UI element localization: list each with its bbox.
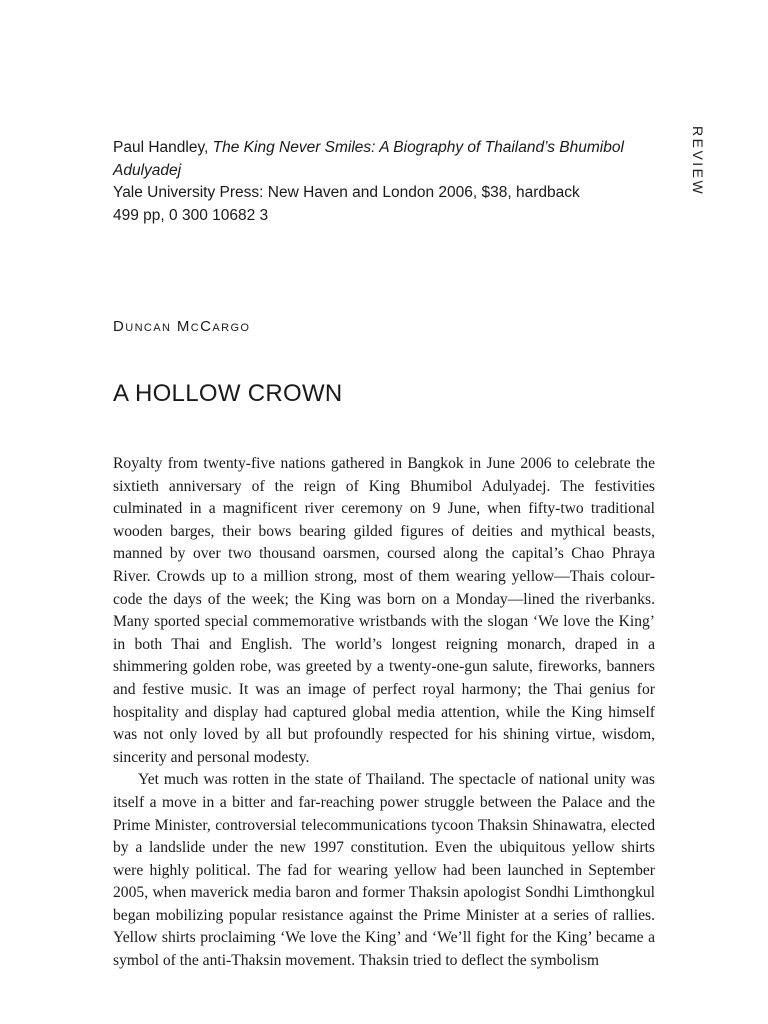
book-title-continued: Adulyadej [113,161,182,179]
book-title: The King Never Smiles: A Biography of Thailand’s Bhumibol [212,139,624,156]
section-label-review: REVIEW [690,126,706,197]
book-citation [113,137,658,227]
body-paragraph: Royalty from twenty-five nations gathered in Bangkok in June 2006 to celebrate the sixtieth anniversary of the reign of King Bhumibol Adulyadej. The festivities culminated in a magnificent river ceremony on 9 June, when fifty-two traditional wooden barges, their bows bearing gilded figures of deities and mythical beasts, manned by over two thousand oarsmen, coursed along the capital’s Chao Phraya River. Crowds up to a million strong, most of them wearing yellow—Thais colour-code the days of the week; the King was born on a Monday—lined the riverbanks. Many sported special commemorative wristbands with the slogan ‘We love the King’ in both Thai and English. The world’s longest reigning monarch, draped in a shimmering golden robe, was greeted by a twenty-one-gun salute, fireworks, banners and festive music. It was an image of perfect royal harmony; the Thai genius for hospitality and display had captured global media attention, while the King himself was not only loved by all but profoundly respected for his shining virtue, wisdom, sincerity and personal modesty. [113,455,655,766]
body-paragraph: Yet much was rotten in the state of Thailand. The spectacle of national unity was itself a move in a bitter and far-reaching power struggle between the Palace and the Prime Minister, controversial telecommunications tycoon Thaksin Shinawatra, elected by a landslide under the new 1997 constitution. Even the ubiquitous yellow shirts were highly political. The fad for wearing yellow had been launched in September 2005, when maverick media baron and former Thaksin apologist Sondhi Limthongkul began mobilizing popular resistance against the Prime Minister at a series of rallies. Yellow shirts proclaiming ‘We love the King’ and ‘We’ll fight for the King’ became a symbol of the anti-Thaksin movement. Thaksin tried to deflect the symbolism [113,771,655,970]
article-body [113,453,655,973]
citation-line-1 [113,137,658,160]
book-author: Paul Handley, [113,139,209,156]
publisher-info: Yale University Press: New Haven and London 2006, $38, hardback [113,184,580,201]
article-title: A HOLLOW CROWN [113,380,343,407]
book-details: 499 pp, 0 300 10682 3 [113,206,269,224]
review-author: Duncan McCargo [113,318,251,335]
